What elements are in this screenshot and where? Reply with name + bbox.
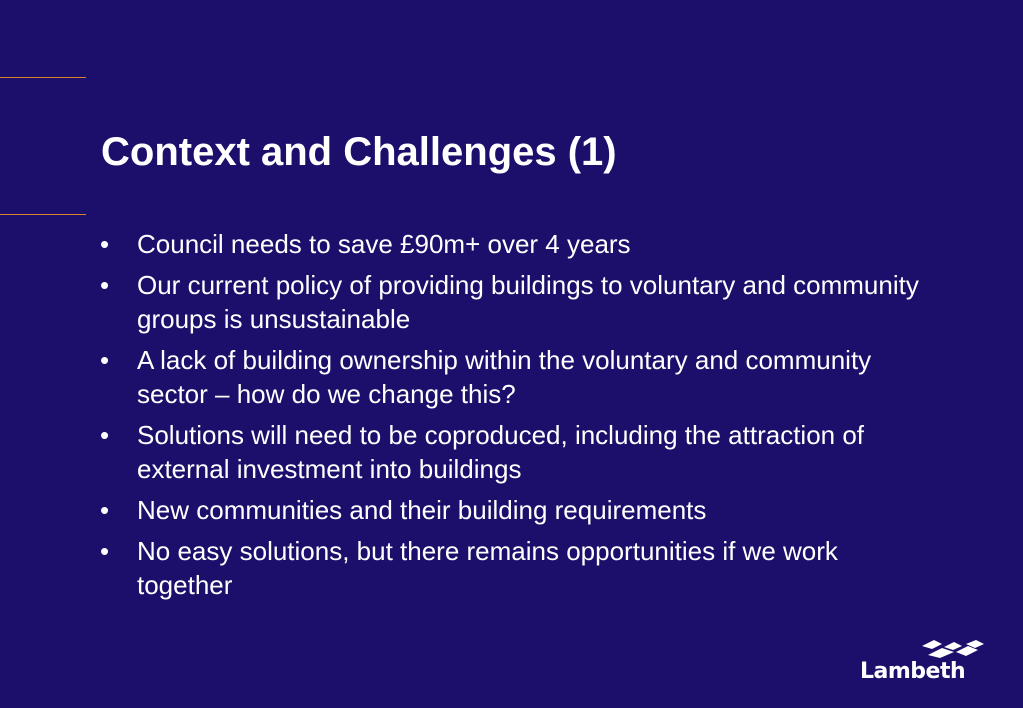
lambeth-logo <box>858 634 968 690</box>
bullet-text: Council needs to save £90m+ over 4 years <box>137 229 631 259</box>
logo-text: Lambeth <box>860 659 966 684</box>
bullet-item <box>100 343 940 411</box>
bullet-item <box>100 227 940 261</box>
bullet-marker: • <box>100 420 110 450</box>
bullet-item <box>100 534 940 602</box>
bullet-text: Our current policy of providing buildings to voluntary and community groups is unsustainable <box>137 270 919 334</box>
bullet-marker: • <box>100 270 110 300</box>
bullet-marker: • <box>100 229 110 259</box>
bullet-list <box>100 227 940 609</box>
bullet-item <box>100 418 940 486</box>
slide-title: Context and Challenges (1) <box>101 130 617 174</box>
bullet-marker: • <box>100 345 110 375</box>
bullet-text: No easy solutions, but there remains opportunities if we work together <box>137 536 838 600</box>
bullet-item <box>100 268 940 336</box>
bullet-item <box>100 493 940 527</box>
bullet-marker: • <box>100 536 110 566</box>
top-accent-rule <box>0 77 86 78</box>
title-accent-rule <box>0 214 86 215</box>
bullet-text: New communities and their building requirements <box>137 495 707 525</box>
bullet-text: Solutions will need to be coproduced, including the attraction of external investment into buildings <box>137 420 865 484</box>
bullet-marker: • <box>100 495 110 525</box>
bullet-text: A lack of building ownership within the voluntary and community sector – how do we change this? <box>137 345 872 409</box>
